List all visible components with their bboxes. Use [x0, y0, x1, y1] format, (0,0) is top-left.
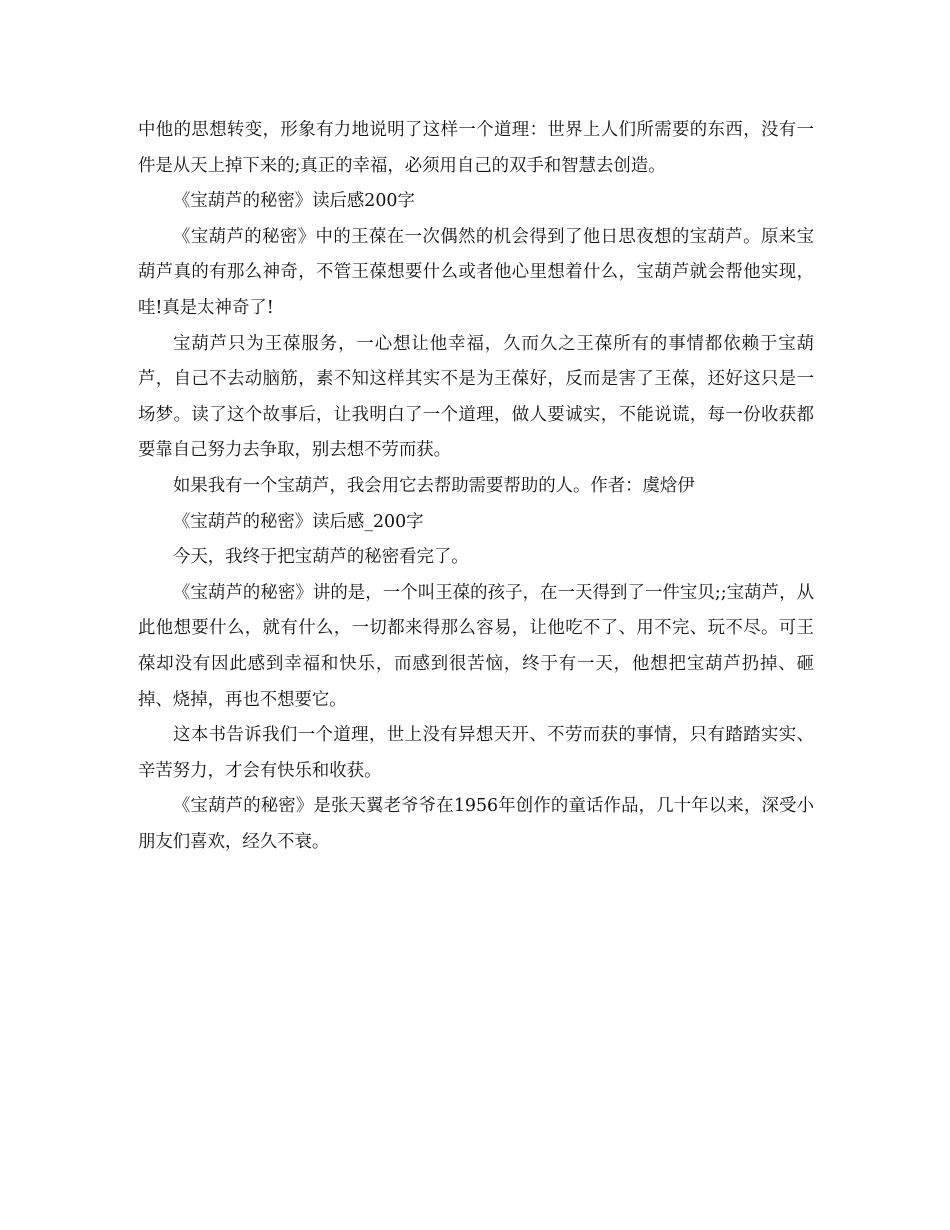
section-heading-1: 《宝葫芦的秘密》读后感200字	[173, 191, 415, 212]
paragraph-1: 中他的思想转变，形象有力地说明了这样一个道理：世界上人们所需要的东西，没有一件是从天上掉下来的;真正的幸福，必须用自己的双手和智慧去创造。	[138, 120, 814, 176]
paragraph-3: 宝葫芦只为王葆服务，一心想让他幸福，久而久之王葆所有的事情都依赖于宝葫芦，自己不去动脑筋，素不知这样其实不是为王葆好，反而是害了王葆，还好这只是一场梦。读了这个故事后，让我明白了一个道理，做人要诚实，不能说谎，每一份收获都要靠自己努力去争取，别去想不劳而获。	[138, 333, 814, 461]
document-body	[138, 113, 814, 860]
section-heading-2: 《宝葫芦的秘密》读后感_200字	[173, 511, 424, 532]
paragraph-7: 这本书告诉我们一个道理，世上没有异想天开、不劳而获的事情，只有踏踏实实、辛苦努力，才会有快乐和收获。	[138, 725, 814, 781]
paragraph-4: 如果我有一个宝葫芦，我会用它去帮助需要帮助的人。作者：虞焓伊	[173, 475, 695, 496]
paragraph-2: 《宝葫芦的秘密》中的王葆在一次偶然的机会得到了他日思夜想的宝葫芦。原来宝葫芦真的有那么神奇，不管王葆想要什么或者他心里想着什么，宝葫芦就会帮他实现，哇!真是太神奇了!	[138, 226, 814, 318]
paragraph-8: 《宝葫芦的秘密》是张天翼老爷爷在1956年创作的童话作品，几十年以来，深受小朋友们喜欢，经久不衰。	[138, 796, 814, 852]
paragraph-5: 今天，我终于把宝葫芦的秘密看完了。	[173, 547, 469, 568]
paragraph-6: 《宝葫芦的秘密》讲的是，一个叫王葆的孩子，在一天得到了一件宝贝;;宝葫芦，从此他想要什么，就有什么，一切都来得那么容易，让他吃不了、用不完、玩不尽。可王葆却没有因此感到幸福和快乐，而感到很苦恼，终于有一天，他想把宝葫芦扔掉、砸掉、烧掉，再也不想要它。	[138, 582, 814, 710]
